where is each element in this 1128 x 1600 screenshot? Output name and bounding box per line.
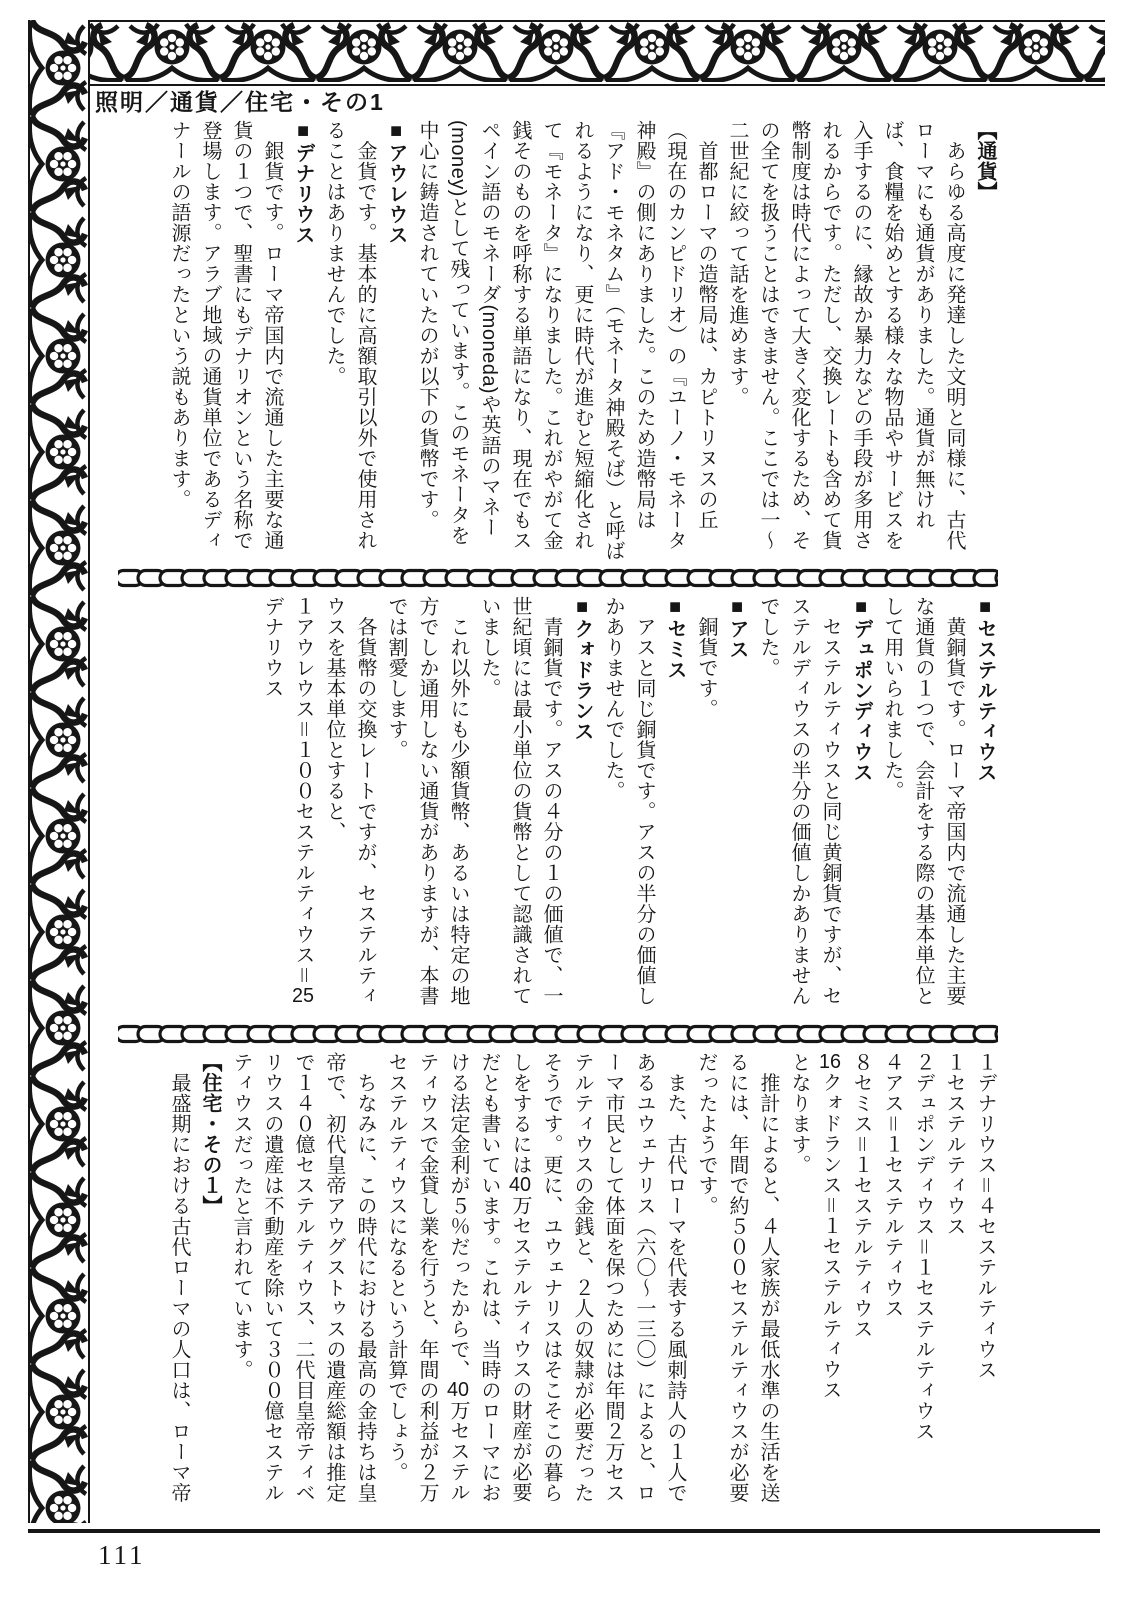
heading-quadrans: ■クォドランス [571, 596, 593, 742]
paragraph: また、古代ローマを代表する風刺詩人の１人であるユウェナリス（六〇〜一三〇）によると、ローマ市民として体面を保つためには年間２万セステルティウスの金銭と、２人の奴隷が必要だったそうです。更に、ユウェナリスはそこそこの暮らしをするには40万セステルティウスの財産が必要だとも書いています。これは、当時のローマにおける法定金利が５％だったからで、40万セステルティウスで金貸し業を行うと、年間の利益が２万セステルティウスになるという計算でしょう。 [385, 1052, 686, 1503]
paragraph: 金貨です。基本的に高額取引以外で使用されることはありませんでした。 [323, 120, 376, 551]
ornament-border-left [28, 20, 90, 1523]
chain-divider-icon [118, 1022, 998, 1046]
paragraph: 推計によると、４人家族が最低水準の生活を送るには、年間で約５００セステルティウスが必要だったようです。 [695, 1052, 779, 1503]
section-rates-housing [95, 1052, 1000, 1520]
exchange-rate-line: １セステルティウス [943, 1052, 965, 1237]
heading-currency: 【通貨】 [974, 120, 996, 202]
ornament-border-top [28, 20, 1105, 86]
chain-divider-icon [118, 566, 998, 590]
heading-dupondius: ■デュポンディウス [850, 596, 872, 783]
paragraph: これ以外にも少額貨幣、あるいは特定の地方でしか通用しない通貨がありますが、本書では割愛します。 [385, 596, 469, 1006]
paragraph: 首都ローマの造幣局は、カピトリヌスの丘（現在のカンピドリオ）の『ユーノ・モネータ神殿』の側にありました。このため造幣局は『アド・モネタム』（モネータ神殿そば）と呼ばれるようになり、更に時代が進むと短縮化されて『モネータ』になりました。これがやがて金銭そのものを呼称する単語になり、現在でもスペイン語のモネーダ(moneda)や英語のマネー(money)として残っています。このモネータを中心に鋳造されていたのが以下の貨幣です。 [416, 120, 717, 561]
paragraph: 銅貨です。 [695, 596, 717, 719]
heading-sestertius: ■セステルティウス [974, 596, 996, 783]
heading-denarius: ■デナリウス [292, 120, 314, 245]
paragraph: 黄銅貨です。ローマ帝国内で流通した主要な通貨の１つで、会計をする際の基本単位として用いられました。 [881, 596, 965, 1006]
exchange-rate-line: １アウレウス＝１００セステルティウス＝25デナリウス [261, 596, 314, 1006]
exchange-rate-line: ２デュポンディウス＝１セステルティウス [912, 1052, 934, 1442]
exchange-rate-line: ８セミス＝１セステルティウス [850, 1052, 872, 1339]
section-currency [95, 120, 1000, 562]
paragraph: あらゆる高度に発達した文明と同様に、古代ローマにも通貨がありました。通貨が無ければ、食糧を始めとする様々な物品やサービスを入手するのに、縁故か暴力などの手段が多用されるからです。ただし、交換レートも含めて貨幣制度は時代によって大きく変化するため、その全てを扱うことはできません。ここでは一〜二世紀に絞って話を進めます。 [726, 120, 965, 551]
heading-as: ■アス [726, 596, 748, 660]
section-coin-types [95, 596, 1000, 1020]
exchange-rate-line: ４アス＝１セステルティウス [881, 1052, 903, 1319]
paragraph: セステルティウスと同じ黄銅貨ですが、セステルディウスの半分の価値しかありませんでした。 [757, 596, 841, 1006]
exchange-rate-line: 16クォドランス＝１セステルティウス [819, 1052, 841, 1400]
paragraph: 最盛期における古代ローマの人口は、ローマ帝 [168, 1052, 190, 1503]
paragraph: 各貨幣の交換レートですが、セステルティウスを基本単位とすると、 [323, 596, 376, 1006]
paragraph: 青銅貨です。アスの４分の１の価値で、一世紀頃には最小単位の貨幣として認識されていました。 [478, 596, 562, 1006]
page-number: 111 [98, 1540, 146, 1570]
exchange-rate-line: １デナリウス＝４セステルティウス [974, 1052, 996, 1380]
heading-semis: ■セミス [664, 596, 686, 680]
footer-rule [28, 1529, 1100, 1533]
paragraph: アスと同じ銅貨です。アスの半分の価値しかありませんでした。 [602, 596, 655, 1006]
heading-aureus: ■アウレウス [385, 120, 407, 245]
paragraph: となります。 [788, 1052, 810, 1175]
heading-housing: 【住宅・その１】 [199, 1052, 221, 1216]
paragraph: 銀貨です。ローマ帝国内で流通した主要な通貨の１つで、聖書にもデナリオンという名称で登場します。アラブ地域の通貨単位であるディナールの語源だったという説もあります。 [168, 120, 283, 551]
paragraph: ちなみに、この時代における最高の金持ちは皇帝で、初代皇帝アウグストゥスの遺産総額は推定で１４０億セステルティウス、二代目皇帝ティベリウスの遺産は不動産を除いて３００億セステルティウスだったと言われています。 [230, 1052, 376, 1503]
page-header: 照明／通貨／住宅・その1 [95, 89, 385, 115]
